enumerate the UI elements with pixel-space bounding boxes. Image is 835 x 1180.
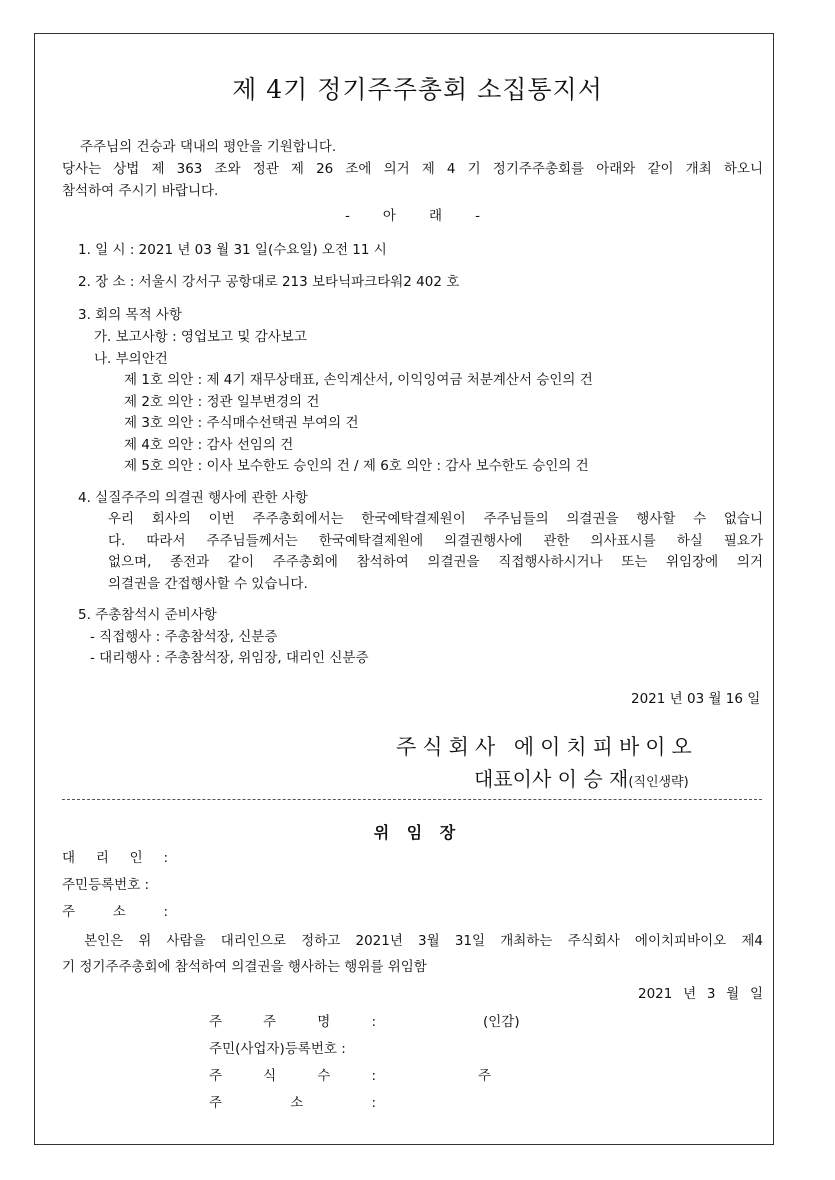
agenda-item: 제 3호 의안 : 주식매수선택권 부여의 건 — [124, 415, 359, 431]
agenda-item: 제 4호 의안 : 감사 선임의 건 — [124, 437, 294, 453]
greeting: 주주님의 건승과 댁내의 평안을 기원합니다. — [80, 139, 337, 155]
item-agenda-heading: 3. 회의 목적 사항 — [78, 307, 182, 323]
voting-paragraph-line: 우리 회사의 이번 주주총회에서는 한국예탁결제원이 주주님들의 의결권을 행사할 수 없습니 — [108, 511, 763, 527]
page-title: 제 4기 정기주주총회 소집통지서 — [232, 75, 603, 104]
shares-unit: 주 — [478, 1068, 492, 1084]
proxy-agent-label: 대 리 인 : — [62, 850, 168, 866]
resolution-items-heading: 나. 부의안건 — [94, 351, 168, 367]
item-preparation-heading: 5. 주총참석시 준비사항 — [78, 607, 217, 623]
seal-label: (인감) — [483, 1014, 520, 1030]
company-name: 주식회사 에이치피바이오 — [396, 735, 698, 759]
proxy-body-line: 본인은 위 사람을 대리인으로 정하고 2021년 3월 31일 개최하는 주식회사 에이치피바이오 제4 — [84, 933, 763, 949]
proxy-title: 위 임 장 — [373, 823, 462, 842]
proxy-address-label: 주 소 : — [62, 904, 168, 920]
cut-line — [62, 799, 762, 800]
agenda-item: 제 1호 의안 : 제 4기 재무상태표, 손익계산서, 이익잉여금 처분계산서 승인의 건 — [124, 372, 593, 388]
item-voting-heading: 4. 실질주주의 의결권 행사에 관한 사항 — [78, 490, 308, 506]
proxy-rrn-label: 주민등록번호 : — [62, 877, 150, 893]
shareholder-address-label: 주 소 : — [209, 1095, 376, 1111]
item-place: 2. 장 소 : 서울시 강서구 공항대로 213 보타닉파크타워2 402 호 — [78, 274, 460, 290]
agenda-item: 제 5호 의안 : 이사 보수한도 승인의 건 / 제 6호 의안 : 감사 보수한도 승인의 건 — [124, 458, 589, 474]
voting-paragraph-line: 의결권을 간접행사할 수 있습니다. — [108, 576, 308, 592]
below-heading: - 아 래 - — [345, 208, 480, 224]
item-date: 1. 일 시 : 2021 년 03 월 31 일(수요일) 오전 11 시 — [78, 242, 387, 258]
report-items: 가. 보고사항 : 영업보고 및 감사보고 — [94, 329, 307, 345]
representative-name: 대표이사 이 승 재 — [474, 767, 629, 791]
representative — [474, 763, 689, 792]
preparation-item: - 대리행사 : 주총참석장, 위임장, 대리인 신분증 — [90, 650, 369, 666]
agenda-item: 제 2호 의안 : 정관 일부변경의 건 — [124, 394, 320, 410]
proxy-date: 2021 년 3 월 일 — [638, 986, 763, 1002]
shares-label: 주 식 수 : — [209, 1068, 376, 1084]
proxy-body-line: 기 정기주주총회에 참석하여 의결권을 행사하는 행위를 위임함 — [62, 959, 427, 975]
voting-paragraph-line: 다. 따라서 주주님들께서는 한국예탁결제원에 의결권행사에 관한 의사표시를 하실 필요가 — [108, 533, 763, 549]
preparation-item: - 직접행사 : 주총참석장, 신분증 — [90, 629, 278, 645]
voting-paragraph-line: 없으며, 종전과 같이 주주총회에 참석하여 의결권을 직접행사하시거나 또는 위임장에 의거 — [108, 554, 763, 570]
intro-line-1: 당사는 상법 제 363 조와 정관 제 26 조에 의거 제 4 기 정기주주총회를 아래와 같이 개최 하오니 — [62, 161, 763, 177]
seal-omitted-note: (직인생략) — [628, 775, 689, 790]
notice-date: 2021 년 03 월 16 일 — [631, 691, 761, 707]
intro-line-2: 참석하여 주시기 바랍니다. — [62, 183, 219, 199]
shareholder-name-label: 주 주 명 : — [209, 1014, 376, 1030]
shareholder-id-label: 주민(사업자)등록번호 : — [209, 1041, 346, 1057]
